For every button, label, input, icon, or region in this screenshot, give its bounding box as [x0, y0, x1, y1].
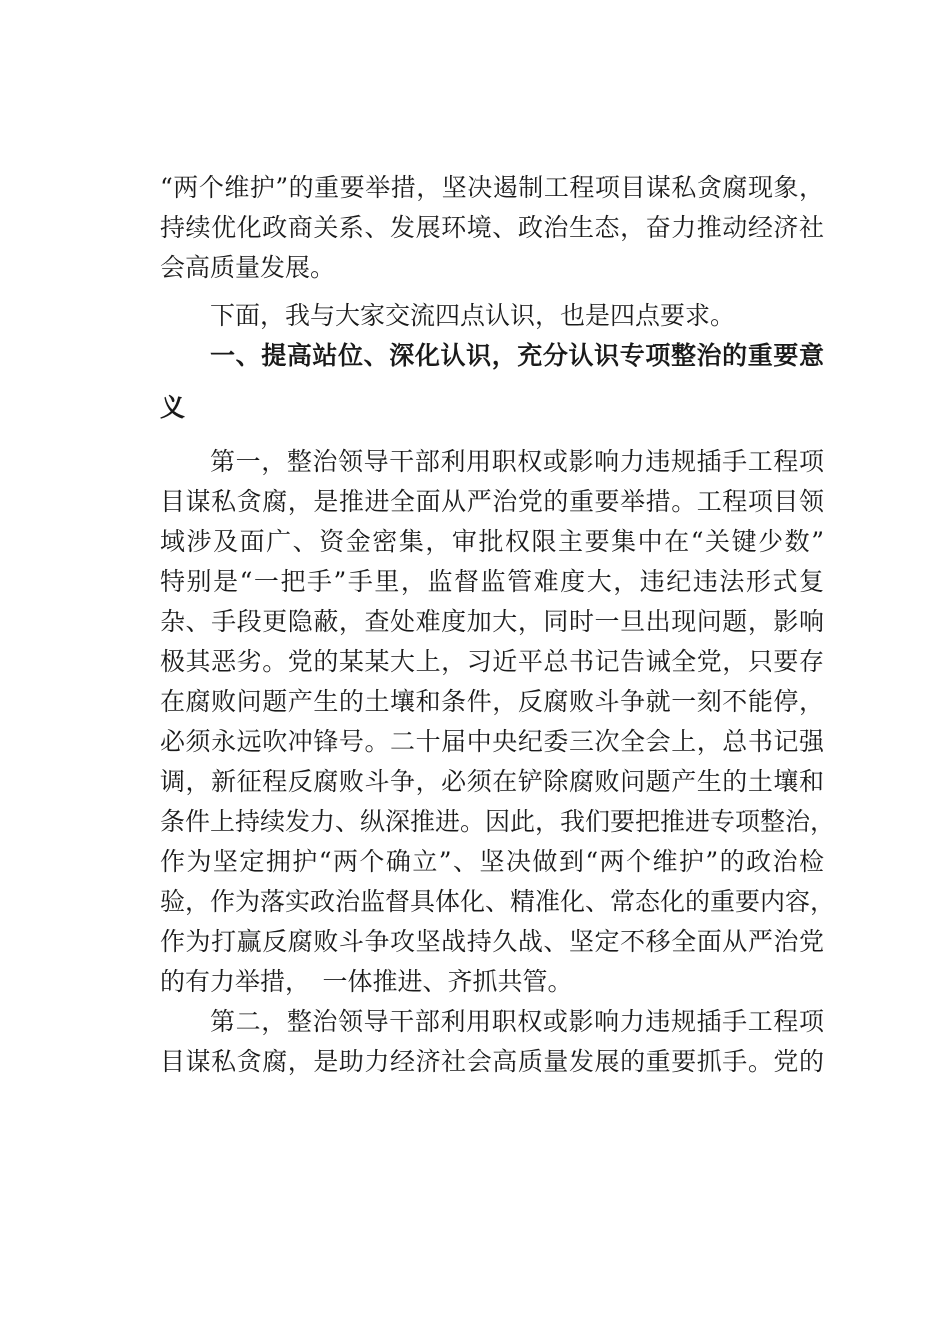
text-line: 调，新征程反腐败斗争，必须在铲除腐败问题产生的土壤和: [160, 767, 824, 796]
document-body: [160, 168, 836, 1082]
text-line: 在腐败问题产生的土壤和条件，反腐败斗争就一刻不能停，: [160, 687, 824, 716]
text-line: 作为坚定拥护“两个确立”、坚决做到“两个维护”的政治检: [160, 847, 824, 876]
text-line: 会高质量发展。: [160, 253, 336, 282]
text-line: 作为打赢反腐败斗争攻坚战持久战、坚定不移全面从严治党: [160, 927, 824, 956]
text-line: 条件上持续发力、纵深推进。因此，我们要把推进专项整治，: [160, 807, 836, 836]
paragraph-transition: [160, 296, 824, 336]
heading-line: 一、提高站位、深化认识，充分认识专项整治的重要意: [210, 341, 824, 370]
text-line: 必须永远吹冲锋号。二十届中央纪委三次全会上，总书记强: [160, 727, 824, 756]
text-line: 第一，整治领导干部利用职权或影响力违规插手工程项: [210, 447, 824, 476]
paragraph-intro-continuation: [160, 168, 824, 288]
text-line: 极其恶劣。党的某某大上，习近平总书记告诫全党，只要存: [160, 647, 824, 676]
paragraph-first: [160, 442, 836, 1002]
text-line: 持续优化政商关系、发展环境、政治生态，奋力推动经济社: [160, 213, 824, 242]
paragraph-second: [160, 1002, 824, 1082]
text-line: 验，作为落实政治监督具体化、精准化、常态化的重要内容，: [160, 887, 836, 916]
text-line: 下面，我与大家交流四点认识，也是四点要求。: [210, 301, 736, 330]
text-line: 目谋私贪腐，是助力经济社会高质量发展的重要抓手。党的: [160, 1047, 824, 1076]
text-line: “两个维护”的重要举措，坚决遏制工程项目谋私贪腐现象，: [160, 173, 824, 202]
text-line: 目谋私贪腐，是推进全面从严治党的重要举措。工程项目领: [160, 487, 824, 516]
text-line: 特别是“一把手”手里，监督监管难度大，违纪违法形式复: [160, 567, 824, 596]
section-heading-one: [160, 336, 824, 432]
text-line: 域涉及面广、资金密集，审批权限主要集中在“关键少数”: [160, 527, 824, 556]
text-line: 杂、手段更隐蔽，查处难度加大，同时一旦出现问题，影响: [160, 607, 824, 636]
heading-line: 义: [160, 393, 186, 422]
text-line: 的有力举措， 一体推进、齐抓共管。: [160, 967, 573, 996]
text-line: 第二，整治领导干部利用职权或影响力违规插手工程项: [210, 1007, 824, 1036]
